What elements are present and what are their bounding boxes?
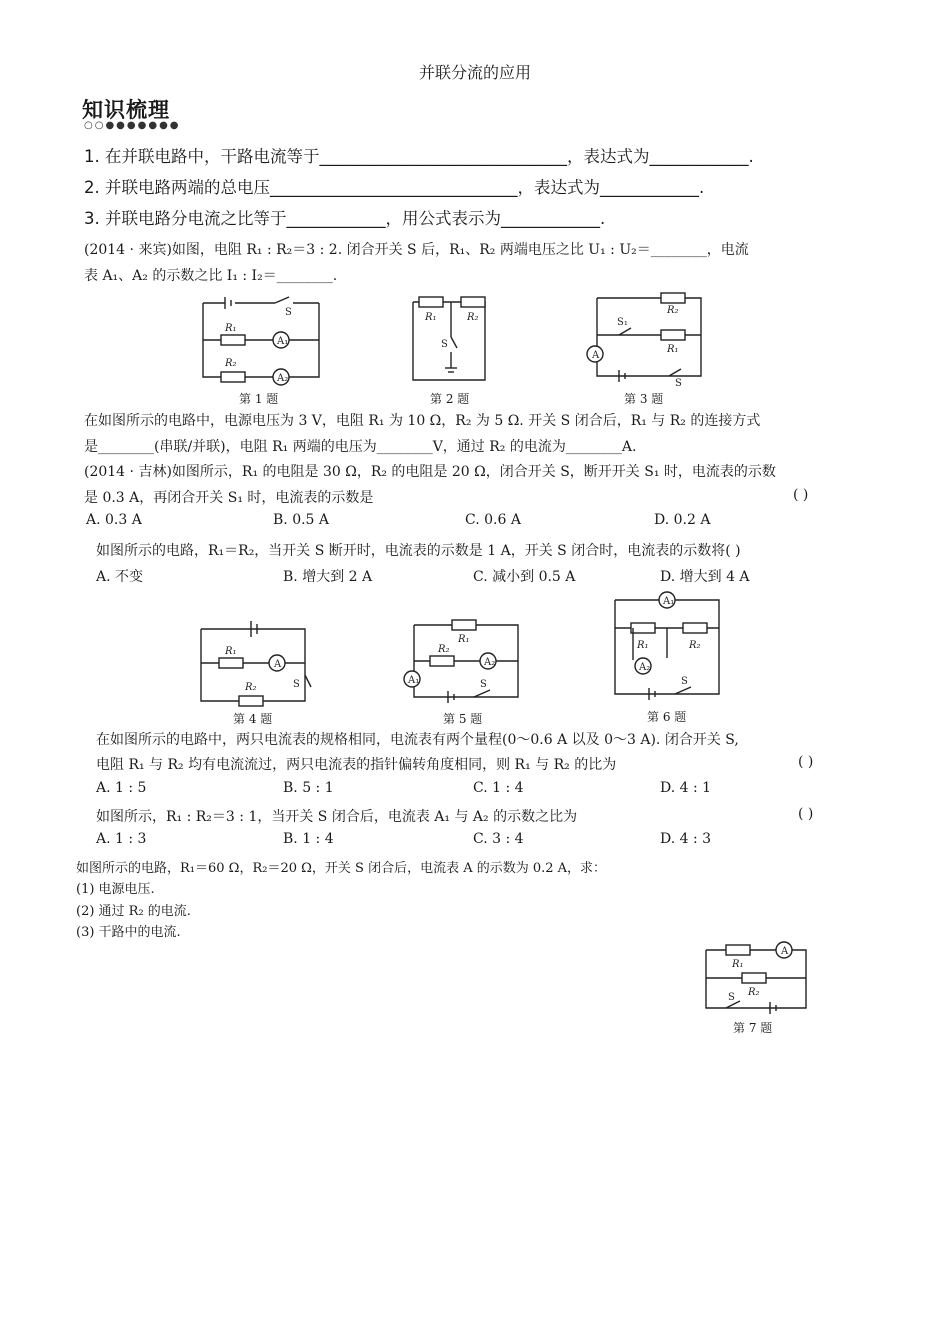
svg-text:R₁: R₁ (667, 344, 679, 355)
q5-option-d: D. 4 : 1 (660, 780, 712, 796)
q7-sub-2: (2) 通过 R₂ 的电流. (76, 904, 191, 919)
figure-2-caption: 第 2 题 (430, 392, 470, 406)
svg-text:S: S (441, 339, 448, 350)
svg-text:R₂: R₂ (467, 312, 479, 323)
q3-option-d: D. 0.2 A (654, 512, 711, 528)
svg-text:R₁: R₁ (225, 646, 237, 657)
svg-text:A: A (592, 350, 600, 361)
q4-option-c: C. 减小到 0.5 A (473, 569, 576, 585)
q3-answer-paren: ( ) (793, 487, 809, 503)
svg-text:A₂: A₂ (277, 373, 289, 384)
q6-option-c: C. 3 : 4 (473, 831, 524, 847)
q3-option-c: C. 0.6 A (465, 512, 521, 528)
figure-3-circuit (583, 290, 708, 389)
q4-option-a: A. 不变 (96, 569, 144, 585)
page-title: 并联分流的应用 (418, 63, 531, 82)
svg-text:S₁: S₁ (617, 317, 628, 328)
svg-text:A: A (274, 659, 282, 670)
q5-line1: 在如图所示的电路中，两只电流表的规格相同，电流表有两个量程(0～0.6 A 以及 0～3 A). 闭合开关 S, (96, 732, 739, 748)
q3-line1: (2014 · 吉林)如图所示，R₁ 的电阻是 30 Ω，R₂ 的电阻是 20 Ω，闭合开关 S，断开开关 S₁ 时，电流表的示数 (84, 464, 776, 480)
q6-option-b: B. 1 : 4 (283, 831, 334, 847)
q6-option-d: D. 4 : 3 (660, 831, 712, 847)
knowledge-item-2: 2. 并联电路两端的总电压______________________________，表达式为____________. (84, 178, 705, 197)
figure-2-circuit (405, 292, 500, 387)
figure-1-caption: 第 1 题 (239, 392, 279, 406)
q2-line2: 是________(串联/并联)，电阻 R₁ 两端的电压为________V，通过 R₂ 的电流为________A. (84, 439, 637, 455)
q3-line2: 是 0.3 A，再闭合开关 S₁ 时，电流表的示数是 (84, 490, 374, 506)
svg-text:R₁: R₁ (425, 312, 437, 323)
q7-sub-1: (1) 电源电压. (76, 882, 155, 897)
figure-6-circuit (603, 590, 728, 705)
q5-answer-paren: ( ) (798, 754, 814, 770)
svg-text:A: A (781, 946, 789, 957)
figure-4-caption: 第 4 题 (233, 712, 273, 726)
knowledge-item-1: 1. 在并联电路中，干路电流等于______________________________，表达式为____________. (84, 147, 754, 166)
svg-text:A₂: A₂ (484, 657, 496, 668)
svg-text:S: S (480, 679, 487, 690)
figure-5-caption: 第 5 题 (443, 712, 483, 726)
svg-text:S: S (675, 378, 682, 389)
figure-3-caption: 第 3 题 (624, 392, 664, 406)
q1-line1: (2014 · 来宾)如图，电阻 R₁ : R₂＝3 : 2. 闭合开关 S 后，R₁、R₂ 两端电压之比 U₁ : U₂＝________，电流 (84, 242, 749, 258)
svg-text:R₂: R₂ (225, 358, 237, 369)
svg-text:R₂: R₂ (438, 644, 450, 655)
q6-line1: 如图所示，R₁ : R₂＝3 : 1，当开关 S 闭合后，电流表 A₁ 与 A₂ 的示数之比为 (96, 809, 578, 825)
svg-text:S: S (293, 679, 300, 690)
svg-text:R₁: R₁ (225, 323, 237, 334)
q5-option-a: A. 1 : 5 (96, 780, 147, 796)
figure-7-caption: 第 7 题 (733, 1021, 773, 1035)
knowledge-item-3: 3. 并联电路分电流之比等于____________，用公式表示为____________. (84, 209, 606, 228)
q2-line1: 在如图所示的电路中，电源电压为 3 V，电阻 R₁ 为 10 Ω，R₂ 为 5 Ω. 开关 S 闭合后，R₁ 与 R₂ 的连接方式 (84, 413, 761, 429)
svg-text:S: S (681, 676, 688, 687)
svg-text:A₁: A₁ (408, 675, 420, 686)
svg-text:R₂: R₂ (245, 682, 257, 693)
q5-option-b: B. 5 : 1 (283, 780, 334, 796)
q3-option-b: B. 0.5 A (273, 512, 330, 528)
q7-line1: 如图所示的电路，R₁＝60 Ω，R₂＝20 Ω，开关 S 闭合后，电流表 A 的示数为 0.2 A，求： (76, 861, 607, 876)
q7-sub-3: (3) 干路中的电流. (76, 925, 181, 940)
figure-4-circuit (193, 615, 313, 710)
svg-text:A₁: A₁ (277, 336, 289, 347)
q4-line1: 如图所示的电路，R₁＝R₂，当开关 S 断开时，电流表的示数是 1 A，开关 S 闭合时，电流表的示数将( ) (96, 543, 741, 559)
svg-text:R₂: R₂ (689, 640, 701, 651)
q5-option-c: C. 1 : 4 (473, 780, 524, 796)
q6-answer-paren: ( ) (798, 806, 814, 822)
figure-6-caption: 第 6 题 (647, 710, 687, 724)
svg-text:R₂: R₂ (748, 987, 760, 998)
figure-5-circuit (400, 615, 525, 710)
section-heading-dots: ○○●●●●●●● (84, 120, 181, 131)
svg-text:A₂: A₂ (639, 662, 651, 673)
q1-line2: 表 A₁、A₂ 的示数之比 I₁ : I₂＝________. (84, 268, 338, 284)
q3-option-a: A. 0.3 A (86, 512, 142, 528)
q5-line2: 电阻 R₁ 与 R₂ 均有电流流过，两只电流表的指针偏转角度相同，则 R₁ 与 R₂ 的比为 (96, 757, 617, 773)
svg-text:S: S (285, 307, 292, 318)
q4-option-d: D. 增大到 4 A (660, 569, 750, 585)
svg-text:S: S (728, 992, 735, 1003)
figure-1-circuit (195, 295, 330, 390)
section-heading: 知识梳理 (82, 98, 170, 122)
figure-7-circuit (700, 940, 812, 1020)
q6-option-a: A. 1 : 3 (96, 831, 147, 847)
svg-text:A₁: A₁ (663, 596, 675, 607)
svg-text:R₁: R₁ (458, 634, 470, 645)
svg-text:R₂: R₂ (667, 305, 679, 316)
svg-text:R₁: R₁ (637, 640, 649, 651)
q4-option-b: B. 增大到 2 A (283, 569, 373, 585)
svg-text:R₁: R₁ (732, 959, 744, 970)
